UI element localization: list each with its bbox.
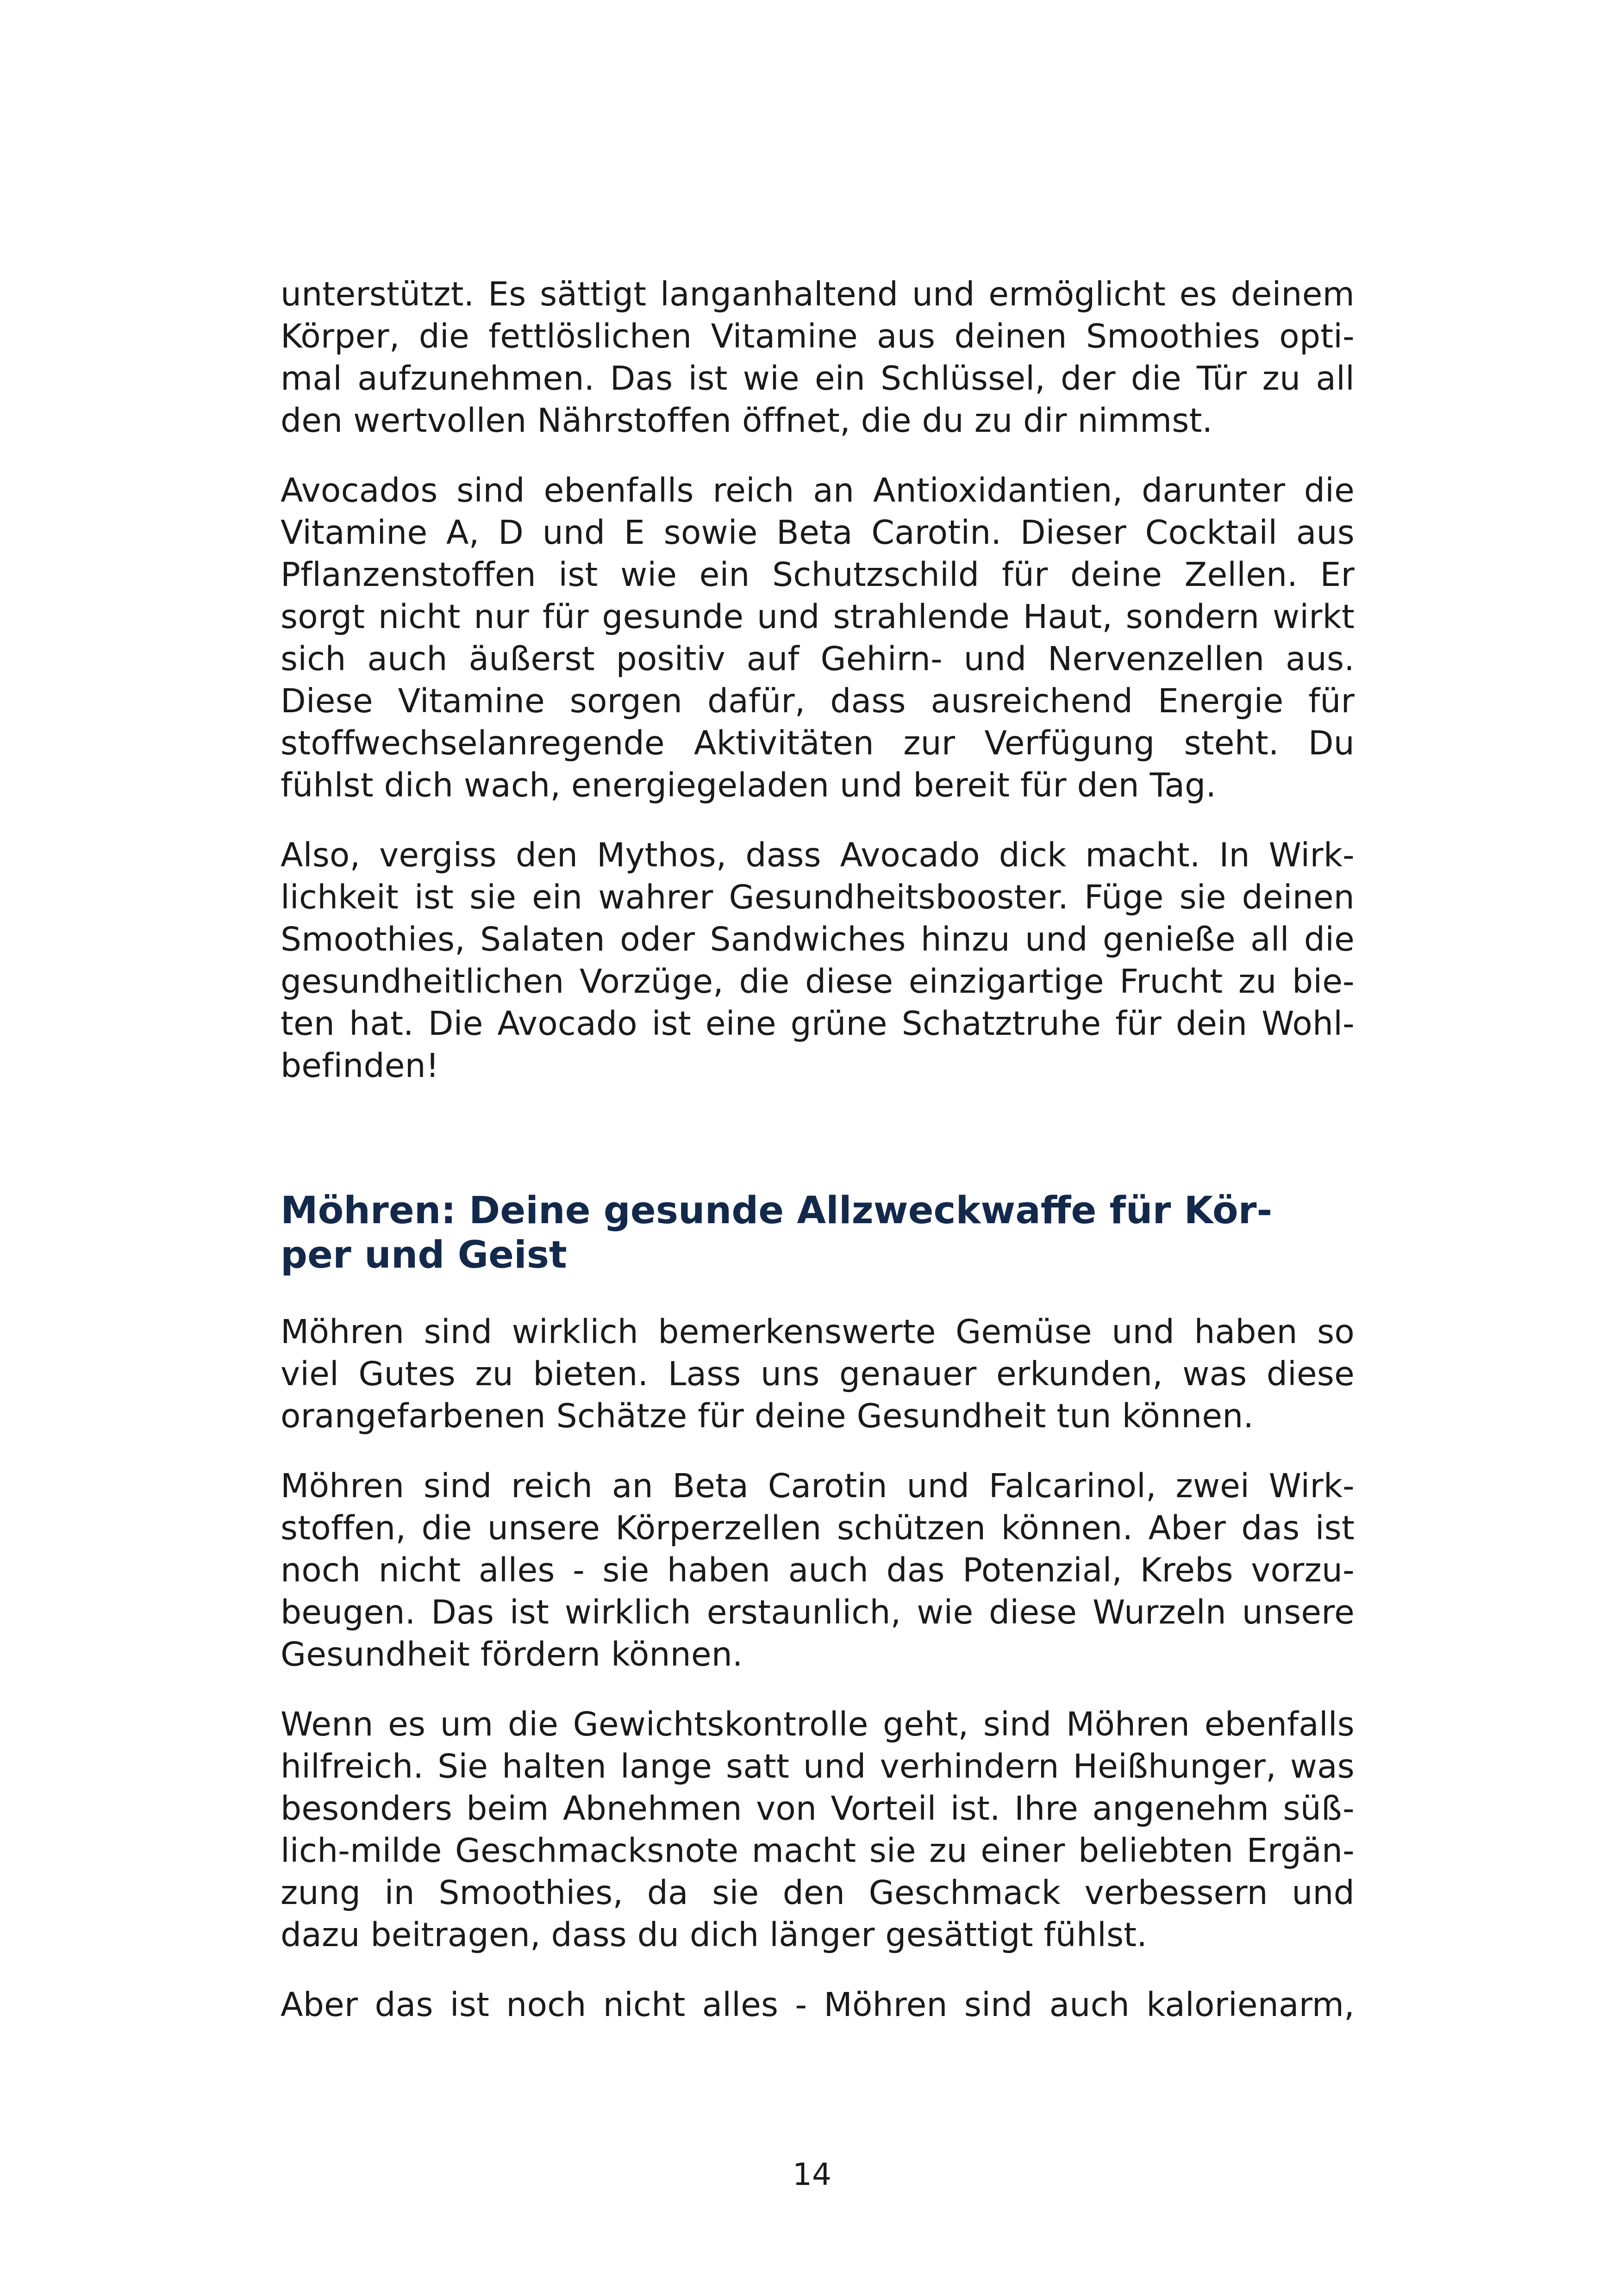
text-line: ten hat. Die Avocado ist eine grüne Schatztruhe für dein Wohl- [281,1004,1355,1043]
text-line: Smoothies, Salaten oder Sandwiches hinzu und genieße all die [281,920,1355,958]
page-number: 14 [793,2157,831,2192]
heading-line: Möhren: Deine gesunde Allzweckwaffe für Kör- [281,1189,1273,1232]
text-line: Pflanzenstoffen ist wie ein Schutzschild für deine Zellen. Er [281,555,1355,594]
text-line: lichkeit ist sie ein wahrer Gesundheitsbooster. Füge sie deinen [281,878,1355,916]
text-line: besonders beim Abnehmen von Vorteil ist. Ihre angenehm süß- [281,1789,1355,1828]
text-line: orangefarbenen Schätze für deine Gesundheit tun können. [281,1397,1254,1435]
paragraph-carrot-2 [281,1465,1355,1675]
text-line: Aber das ist noch nicht alles - Möhren sind auch kalorienarm, [281,1985,1355,2024]
paragraph-avocado-2 [281,469,1355,806]
text-line: Avocados sind ebenfalls reich an Antioxidantien, darunter die [281,471,1355,510]
text-line: fühlst dich wach, energiegeladen und bereit für den Tag. [281,766,1217,804]
text-line: Vitamine A, D und E sowie Beta Carotin. Dieser Cocktail aus [281,513,1355,552]
paragraph-carrot-3 [281,1703,1355,1956]
text-line: den wertvollen Nährstoffen öffnet, die du zu dir nimmst. [281,401,1213,440]
text-line: Körper, die fettlöslichen Vitamine aus deinen Smoothies opti- [281,317,1355,355]
text-line: Gesundheit fördern können. [281,1635,743,1674]
text-line: unterstützt. Es sättigt langanhaltend und ermöglicht es deinem [281,275,1355,313]
text-line: Also, vergiss den Mythos, dass Avocado dick macht. In Wirk- [281,836,1355,874]
text-line: sich auch äußerst positiv auf Gehirn- und Nervenzellen aus. [281,640,1355,678]
page-body [281,273,1355,2053]
text-line: Möhren sind wirklich bemerkenswerte Gemüse und haben so [281,1313,1355,1351]
text-line: lich-milde Geschmacksnote macht sie zu einer beliebten Ergän- [281,1831,1355,1870]
paragraph-avocado-1 [281,273,1355,442]
text-line: noch nicht alles - sie haben auch das Potenzial, Krebs vorzu- [281,1551,1355,1589]
heading-line: per und Geist [281,1233,567,1277]
avocado-section [281,273,1355,1087]
paragraph-avocado-3 [281,834,1355,1087]
text-line: sorgt nicht nur für gesunde und strahlende Haut, sondern wirkt [281,597,1355,636]
text-line: stoffwechselanregende Aktivitäten zur Verfügung steht. Du [281,724,1355,762]
text-line: viel Gutes zu bieten. Lass uns genauer erkunden, was diese [281,1355,1355,1393]
text-line: hilfreich. Sie halten lange satt und verhindern Heißhunger, was [281,1747,1355,1786]
text-line: stoffen, die unsere Körperzellen schützen können. Aber das ist [281,1509,1355,1547]
text-line: gesundheitlichen Vorzüge, die diese einzigartige Frucht zu bie- [281,962,1355,1001]
text-line: dazu beitragen, dass du dich länger gesättigt fühlst. [281,1916,1148,1954]
carrot-section [281,1188,1355,2026]
text-line: Diese Vitamine sorgen dafür, dass ausreichend Energie für [281,682,1355,720]
section-heading [281,1188,1355,1277]
text-line: Wenn es um die Gewichtskontrolle geht, sind Möhren ebenfalls [281,1705,1355,1743]
text-line: Möhren sind reich an Beta Carotin und Falcarinol, zwei Wirk- [281,1467,1355,1505]
text-line: mal aufzunehmen. Das ist wie ein Schlüssel, der die Tür zu all [281,359,1355,398]
text-line: zung in Smoothies, da sie den Geschmack verbessern und [281,1873,1355,1912]
paragraph-carrot-1 [281,1311,1355,1437]
text-line: befinden! [281,1046,439,1085]
text-line: beugen. Das ist wirklich erstaunlich, wie diese Wurzeln unsere [281,1593,1355,1631]
paragraph-carrot-4 [281,1984,1355,2026]
